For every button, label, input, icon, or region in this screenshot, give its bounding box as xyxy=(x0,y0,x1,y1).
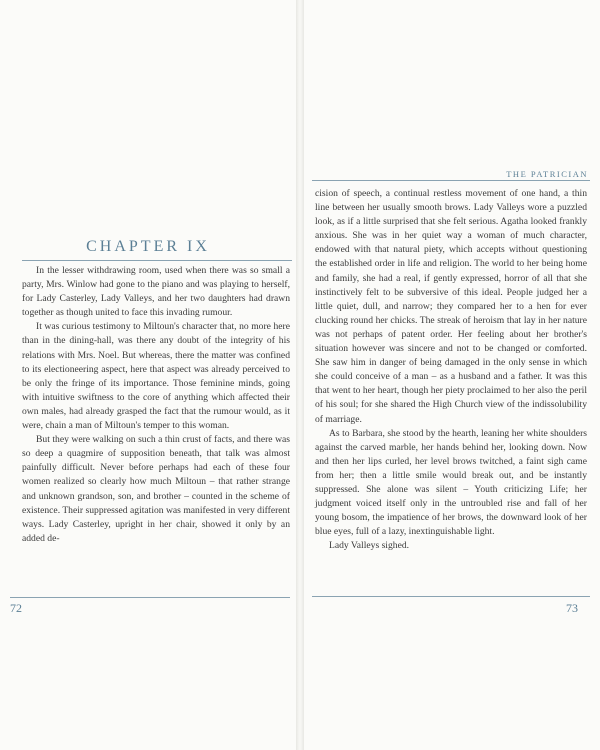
footer-rule-right xyxy=(312,596,590,597)
paragraph: As to Barbara, she stood by the hearth, leaning her white shoulders against the carved marble, her hands behind her, looking down. Now and then her lips curled, her level brows twitched, a faint sigh came from her; then a little smile would break out, and be instantly suppressed. She alone was silent – Youth criticizing Life; her judgment voiced itself only in the untroubled rise and fall of her young bosom, the impatience of her brows, the downward look of her blue eyes, full of a lazy, inextinguishable light. xyxy=(315,427,587,538)
page-number-right: 73 xyxy=(566,601,578,615)
book-gutter xyxy=(296,0,304,750)
paragraph: It was curious testimony to Miltoun's character that, no more here than in the dining-hall, was there any doubt of the integrity of his relations with Mrs. Noel. But whereas, there the matter was confined to its electioneering aspect, here that aspect was already perceived to be only the fringe of its importance. Those feminine minds, going with intuitive swiftness to the core of anything which affected their own males, had already grasped the fact that the rumour would, as it were, chain a man of Miltoun's temper to this woman. xyxy=(22,321,290,432)
page-number-left: 72 xyxy=(10,601,22,615)
left-page-body xyxy=(22,264,290,546)
footer-rule-left xyxy=(10,597,290,598)
paragraph: In the lesser withdrawing room, used when there was so small a party, Mrs. Winlow had gone to the piano and was playing to herself, for Lady Casterley, Lady Valleys, and her two daughters had drawn together as though united to face this invading rumour. xyxy=(22,265,290,319)
paragraph: Lady Valleys sighed. xyxy=(329,540,410,552)
running-head: THE PATRICIAN xyxy=(506,169,588,179)
chapter-rule xyxy=(22,260,292,261)
header-rule-right xyxy=(312,180,590,181)
right-page-body xyxy=(315,187,587,553)
paragraph: cision of speech, a continual restless movement of one hand, a thin line between her usually smooth brows. Lady Valleys wore a puzzled look, as if a little surprised that she felt serious. Agatha looked frankly anxious. She was in her quiet way a woman of much character, endowed with that natural piety, which accepts without questioning the established order in life and religion. The world to her being home and family, she had a real, if gently expressed, horror of all that she instinctively felt to be subversive of this ideal. People judged her a little quiet, dull, and narrow; they compared her to a hen for ever clucking round her chicks. The streak of heroism that lay in her nature was not perhaps of patent order. Her feeling about her brother's situation however was sincere and not to be changed or comforted. She saw him in danger of being damaged in the only sense in which she could conceive of a man – as a husband and a father. It was this that went to her heart, though her piety proclaimed to her also the peril of his soul; for she shared the High Church view of the indissolubility of marriage. xyxy=(315,188,587,425)
paragraph: But they were walking on such a thin crust of facts, and there was so deep a quagmire of supposition beneath, that talk was almost painfully difficult. Never before perhaps had each of these four women realized so clearly how much Miltoun – that rather strange and unknown grandson, son, and brother – counted in the scheme of existence. Their suppressed agitation was manifested in very different ways. Lady Casterley, upright in her chair, showed it only by an added de- xyxy=(22,434,290,544)
chapter-heading: CHAPTER IX xyxy=(86,238,210,255)
